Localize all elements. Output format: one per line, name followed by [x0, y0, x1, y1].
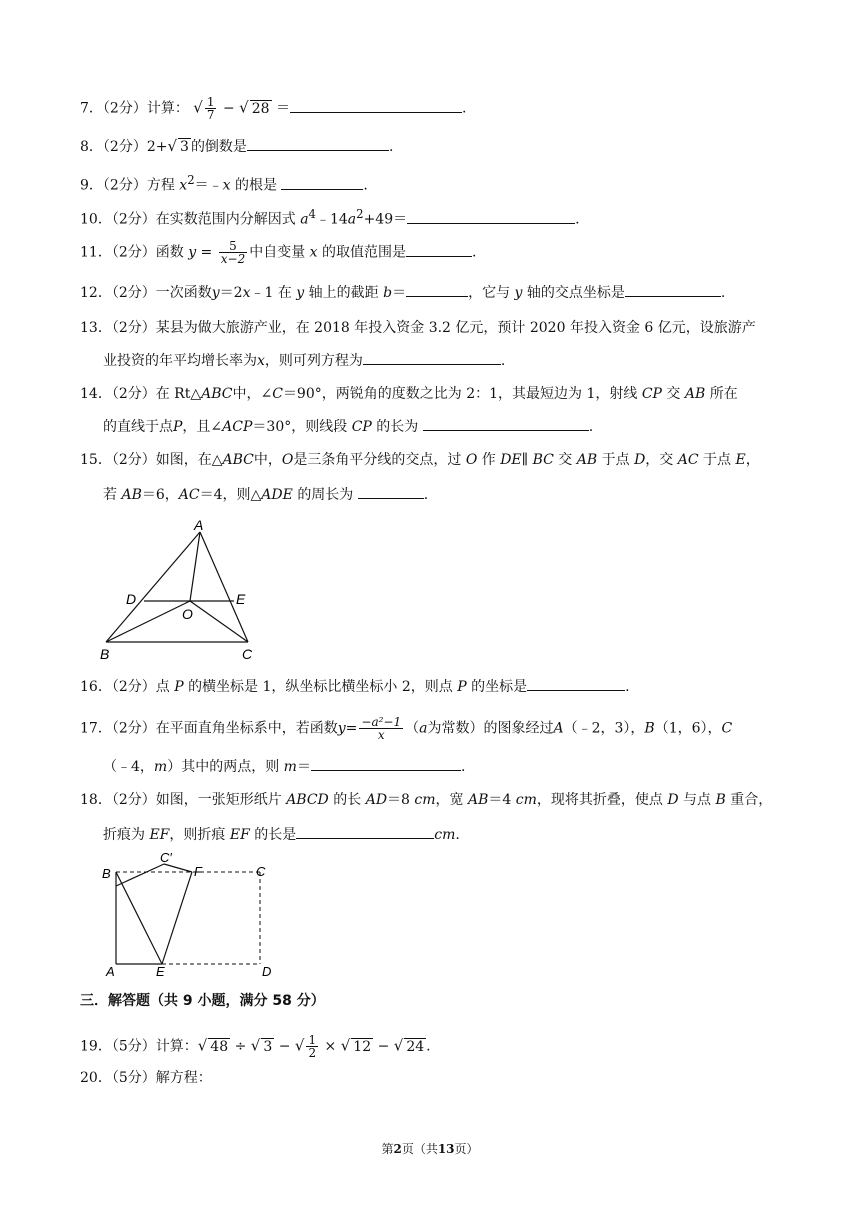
q7-radicand: 28	[251, 100, 270, 117]
question-8: 8．（2分）2+√ 3 的倒数是 .	[80, 137, 394, 155]
q11-text2: 的取值范围是	[322, 244, 407, 261]
q13-text2: 业投资的年平均增长率为	[103, 353, 257, 369]
q19-r2: 3	[263, 1038, 273, 1055]
label-o: O	[182, 606, 193, 622]
q16-t2: 的横坐标是 1，纵坐标比横坐标小 2，则点	[188, 679, 453, 695]
q15-t1: 15．（2分）如图，在△	[80, 452, 223, 468]
q15-t13: 的周长为	[297, 487, 354, 503]
q14-p: P	[173, 419, 183, 435]
q7-eq: ＝	[275, 100, 290, 117]
q15-t6: 于点	[601, 452, 630, 468]
q17-t1: 17．（2分）在平面直角坐标系中，若函数	[80, 720, 338, 737]
q10-a2: a	[347, 211, 357, 228]
edge-cprime-f	[164, 864, 192, 872]
edge-bo	[106, 601, 190, 642]
q19-times: ×	[320, 1038, 341, 1055]
q12-t1: ＝2	[219, 285, 243, 301]
q18-b: B	[715, 792, 726, 808]
q18-t3: ＝8	[387, 792, 410, 808]
q18-cm: cm	[414, 792, 436, 808]
q13-x: x	[257, 353, 265, 369]
q18-t10: ，则折痕	[169, 827, 226, 843]
q7-fraction	[205, 96, 217, 121]
q14-t8: ＝30°，则线段	[252, 419, 348, 435]
q18-t7: 与点	[683, 792, 712, 808]
fold-be	[116, 872, 162, 964]
question-11	[80, 240, 476, 265]
answer-blank[interactable]	[358, 484, 424, 499]
q12-t2: ﹣1 在	[250, 285, 292, 301]
edge-ab	[106, 532, 200, 642]
answer-blank[interactable]	[423, 416, 589, 431]
q18-t1: 18．（2分）如图，一张矩形纸片	[80, 792, 282, 808]
q17-t3: 为常数）的图象经过	[427, 720, 554, 737]
q14-t7: ，且∠	[182, 419, 223, 435]
q10-mid: ﹣14	[315, 211, 348, 228]
q18-abcd: ABCD	[286, 792, 329, 808]
q7-minus: −	[222, 100, 235, 117]
q17-t5: （1，6），	[654, 720, 722, 737]
q10-exp2: 2	[356, 207, 364, 221]
q17-pb: B	[644, 720, 655, 737]
q11-frac-num: 5	[219, 240, 247, 253]
q9-var2: x	[222, 177, 231, 194]
q18-t6: ，现将其折叠，使点	[536, 792, 663, 808]
q15-de: DE	[500, 452, 522, 468]
question-15-line-1	[80, 450, 760, 470]
q15-t3: 是三条角平分线的交点，过	[293, 452, 462, 468]
q20-label: 20．（5分）解方程：	[80, 1070, 212, 1086]
q18-d: D	[667, 792, 679, 808]
q7-frac-den: 7	[206, 108, 215, 122]
label-c: C	[256, 864, 266, 879]
q18-t11: 的长是	[254, 827, 297, 843]
q18-t9: 折痕为	[103, 827, 145, 843]
q7-label: 7．（2分）计算：	[80, 100, 189, 117]
label-e: E	[156, 964, 165, 979]
q12-b: b	[383, 285, 393, 301]
q14-cp: CP	[641, 386, 662, 402]
q19-r4: 24	[406, 1038, 425, 1055]
crease-ef	[162, 872, 192, 964]
label-a: A	[106, 964, 115, 979]
q8-text: 的倒数是	[190, 139, 247, 155]
q17-t7: ）其中的两点，则	[167, 759, 280, 775]
edge-bc-prime	[116, 864, 164, 886]
q15-abc: ABC	[222, 452, 254, 468]
folded-rectangle-figure	[100, 850, 290, 980]
question-14-line-1	[80, 384, 738, 404]
q11-end: .	[472, 244, 477, 261]
q9-exp: 2	[187, 173, 195, 187]
q19-frac-den: 2	[308, 1046, 317, 1060]
q18-t2: 的长	[333, 792, 362, 808]
q19-end: .	[426, 1038, 431, 1055]
q15-ab: AB	[576, 452, 598, 468]
q19-fraction	[306, 1034, 318, 1059]
q15-e: E	[735, 452, 746, 468]
q15-d: D	[634, 452, 646, 468]
answer-blank[interactable]	[406, 282, 468, 297]
page-number: 2	[393, 1142, 402, 1156]
q17-eq: =	[345, 720, 358, 737]
q7-end: .	[461, 100, 467, 117]
q12-t6: 轴的交点坐标是	[526, 285, 625, 301]
answer-blank[interactable]	[290, 98, 462, 113]
q15-ade: ADE	[261, 487, 293, 503]
q12-t4: ＝	[392, 285, 407, 301]
q7-frac-num: 1	[206, 95, 215, 109]
q15-t8: 于点	[703, 452, 732, 468]
q12-label: 12．（2分）一次函数	[80, 285, 212, 301]
q19-minus2: −	[373, 1038, 394, 1055]
question-9	[80, 170, 368, 196]
q9-end: .	[363, 177, 368, 194]
q10-exp4: 4	[308, 207, 316, 221]
label-b: B	[102, 866, 111, 881]
q9-text: ＝﹣	[194, 177, 223, 194]
q9-label: 9．（2分）方程	[80, 177, 175, 194]
q18-cm3: cm	[434, 827, 456, 843]
q17-t6: （﹣4，	[103, 759, 154, 775]
q18-cm2: cm	[515, 792, 537, 808]
q19-label: 19．（5分）计算：	[80, 1038, 198, 1055]
q14-c: C	[272, 386, 283, 402]
q15-t11: ＝6，	[141, 487, 179, 503]
q10-end: .	[575, 211, 580, 228]
label-d: D	[126, 591, 137, 607]
q14-abc: ABC	[201, 386, 233, 402]
q17-frac-den: x	[377, 728, 385, 742]
q18-end: .	[455, 827, 460, 843]
q18-ab: AB	[468, 792, 489, 808]
q17-t2: （	[405, 720, 420, 737]
q12-y3: y	[514, 285, 523, 301]
answer-blank[interactable]	[527, 676, 625, 691]
q15-parallel: ∥	[521, 452, 529, 468]
label-d: D	[262, 964, 272, 979]
q19-r3: 12	[353, 1038, 372, 1055]
q12-end: .	[720, 285, 726, 301]
answer-blank[interactable]	[363, 350, 501, 365]
q11-frac-den: x−2	[220, 252, 246, 266]
question-17-line-2	[103, 756, 465, 777]
footer-c: 页）	[454, 1142, 479, 1156]
q17-m2: m	[283, 759, 297, 775]
label-c-prime: C′	[160, 850, 172, 865]
q17-fraction	[359, 716, 403, 741]
q19-div: ÷	[230, 1038, 251, 1055]
q14-t3: ＝90°，两锐角的度数之比为 2：1，其最短边为 1，射线	[282, 386, 638, 402]
q17-end: .	[460, 759, 466, 775]
q8-radicand: 3	[180, 139, 189, 155]
triangle-figure	[96, 514, 266, 664]
label-e: E	[236, 591, 246, 607]
q11-label: 11．（2分）函数	[80, 244, 184, 261]
q18-ef: EF	[149, 827, 170, 843]
answer-blank[interactable]	[625, 282, 721, 297]
q17-y: y	[337, 720, 346, 737]
question-16	[80, 676, 630, 697]
q12-y2: y	[296, 285, 305, 301]
q14-end: .	[588, 419, 594, 435]
q11-x: x	[309, 244, 318, 261]
question-18-line-2	[103, 824, 460, 845]
q18-t5: ＝4	[488, 792, 512, 808]
answer-blank[interactable]	[407, 209, 575, 224]
q18-ad: AD	[365, 792, 388, 808]
q15-t2: 中，	[253, 452, 282, 468]
q17-m: m	[153, 759, 168, 775]
q15-t9: ，	[745, 452, 760, 468]
page-footer	[0, 1140, 860, 1157]
q10-a: a	[300, 211, 309, 228]
question-19: 19．（5分）计算：√ 48 ÷ √ 3 − √ $\frac{1}{2}$ × √ 12 − √ 24 .	[80, 1033, 431, 1060]
q15-t5: 交	[558, 452, 573, 468]
q15-o2: O	[465, 452, 478, 468]
q11-eq: =	[196, 244, 217, 261]
answer-blank[interactable]	[406, 242, 472, 257]
q8-end: .	[388, 139, 394, 155]
question-7: 7．（2分）计算： √ $\frac{1}{7}$ − √ 28 ＝ .	[80, 95, 467, 122]
answer-blank[interactable]	[281, 175, 363, 190]
q18-t4: ，宽	[435, 792, 464, 808]
q18-ef2: EF	[229, 827, 250, 843]
q16-t3: 的坐标是	[471, 679, 528, 695]
q14-t6: 的直线于点	[103, 419, 173, 435]
q12-t5: ，它与	[468, 285, 511, 301]
answer-blank[interactable]	[247, 136, 389, 151]
label-b: B	[100, 646, 110, 662]
q11-y: y	[188, 244, 197, 261]
q15-t4: 作	[481, 452, 496, 468]
q10-label: 10．（2分）在实数范围内分解因式	[80, 211, 296, 228]
q9-var: x	[179, 177, 188, 194]
q15-o: O	[281, 452, 294, 468]
question-13-line-1	[80, 318, 756, 338]
q17-a: a	[419, 720, 428, 737]
q17-t4: （﹣2，3），	[563, 720, 645, 737]
q8-label: 8．（2分）2+	[80, 139, 168, 155]
answer-blank[interactable]	[296, 824, 434, 839]
q15-ac2: AC	[178, 487, 200, 503]
q16-end: .	[625, 679, 630, 695]
section-heading: 三．解答题（共 9 小题，满分 58 分）	[80, 993, 325, 1009]
q15-ab2: AB	[121, 487, 142, 503]
label-a: A	[194, 517, 204, 533]
q16-p2: P	[457, 679, 467, 695]
q17-pc: C	[721, 720, 733, 737]
q15-t10: 若	[103, 487, 117, 503]
q14-t4: 交	[666, 386, 681, 402]
q14-ab: AB	[684, 386, 706, 402]
total-pages: 13	[437, 1142, 455, 1156]
q10-tail: +49＝	[363, 211, 408, 228]
q12-x: x	[242, 285, 251, 301]
footer-a: 第	[381, 1142, 394, 1156]
q14-t5: 所在	[709, 386, 738, 402]
question-20	[80, 1068, 212, 1088]
q13-text3: ，则可列方程为	[264, 353, 363, 369]
q17-t8: ＝	[296, 759, 311, 775]
question-14-line-2	[103, 416, 593, 437]
q16-t1: 16．（2分）点	[80, 679, 170, 695]
q15-end: .	[423, 487, 429, 503]
q15-t12: ＝4，则△	[199, 487, 262, 503]
q11-fraction	[219, 240, 247, 265]
q15-bc: BC	[532, 452, 554, 468]
q14-t1: 14．（2分）在 Rt△	[80, 386, 202, 402]
question-17-line-1	[80, 716, 732, 741]
q12-t3: 轴上的截距	[308, 285, 379, 301]
q19-minus: −	[274, 1038, 295, 1055]
q17-frac-num: −a²−1	[361, 715, 402, 729]
q9-text2: 的根是	[234, 177, 277, 194]
q15-ac: AC	[677, 452, 699, 468]
q19-frac-num: 1	[308, 1033, 317, 1047]
q19-r1: 48	[210, 1038, 229, 1055]
question-12	[80, 282, 725, 303]
question-18-line-1	[80, 790, 772, 810]
answer-blank[interactable]	[311, 756, 461, 771]
q14-t9: 的长为	[376, 419, 419, 435]
q17-pa: A	[553, 720, 564, 737]
q14-cp2: CP	[351, 419, 372, 435]
q11-text: 中自变量	[249, 244, 306, 261]
label-c: C	[242, 646, 253, 662]
q13-text: 13．（2分）某县为做大旅游产业，在 2018 年投入资金 3.2 亿元，预计 2020 年投入资金 6 亿元，设旅游产	[80, 320, 756, 336]
q12-y: y	[211, 285, 220, 301]
question-10	[80, 204, 580, 230]
q16-p: P	[174, 679, 184, 695]
q14-t2: 中，∠	[232, 386, 273, 402]
label-f: F	[194, 864, 202, 879]
q18-t8: 重合，	[730, 792, 773, 808]
question-13-line-2	[103, 350, 505, 371]
q15-t7: ，交	[645, 452, 674, 468]
q14-acp: ACP	[222, 419, 253, 435]
question-15-line-2	[103, 484, 428, 505]
q13-end: .	[500, 353, 506, 369]
footer-b: 页（共	[401, 1142, 438, 1156]
